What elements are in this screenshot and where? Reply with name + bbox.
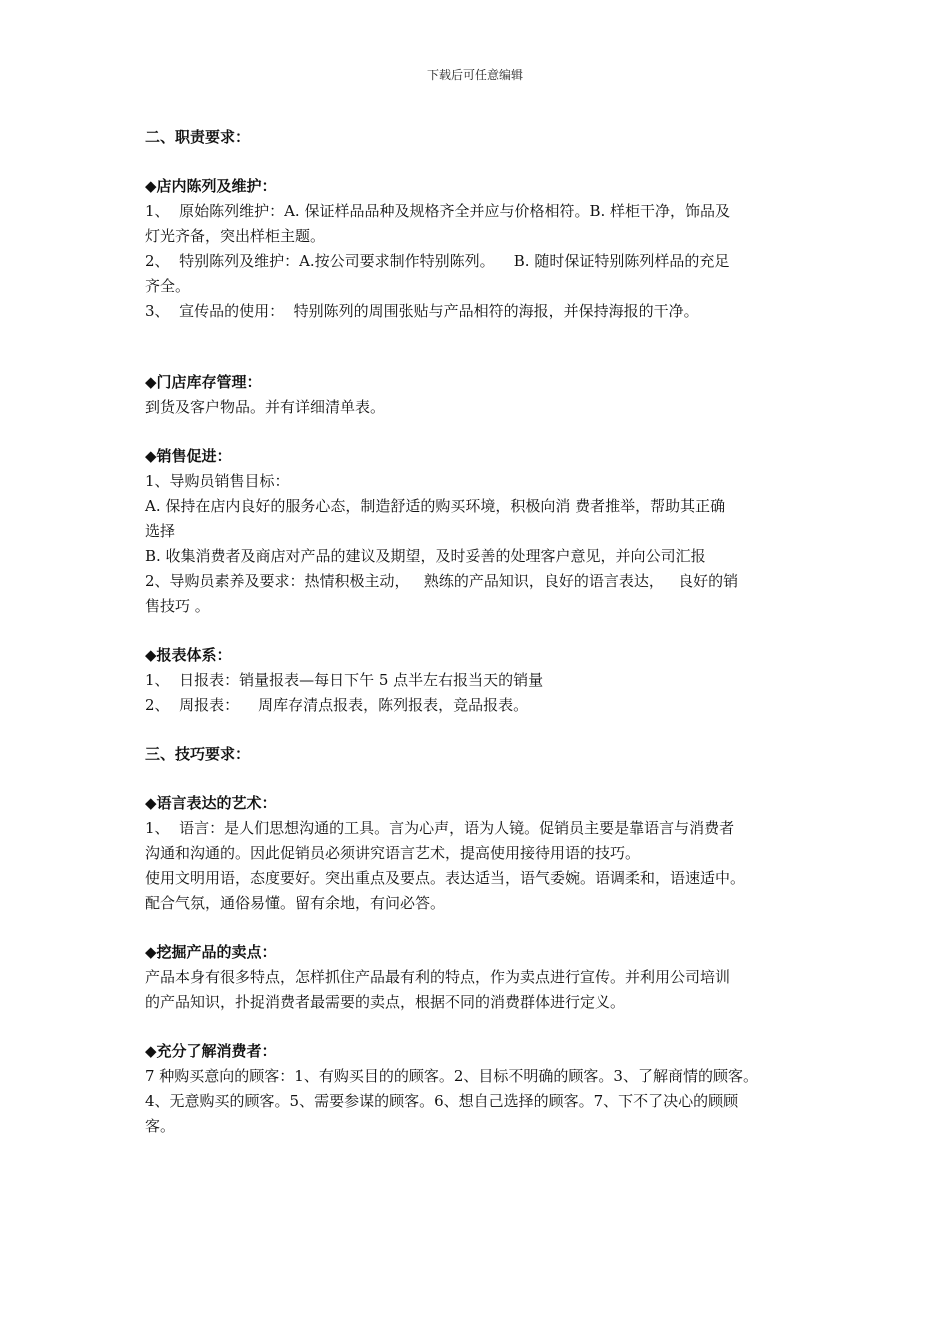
- paragraph-line: 1、 日报表：销量报表—每日下午 5 点半左右报当天的销量: [145, 671, 544, 689]
- paragraph-line: 2、导购员素养及要求：热情积极主动， 熟练的产品知识，良好的语言表达， 良好的销: [145, 572, 739, 590]
- section-title-responsibilities: 二、职责要求：: [145, 128, 251, 146]
- paragraph-line: 2、 特别陈列及维护：A.按公司要求制作特别陈列。 B. 随时保证特别陈列样品的充足: [145, 252, 730, 270]
- paragraph-line: 配合气氛，通俗易懂。留有余地，有问必答。: [145, 894, 446, 912]
- paragraph-line: 1、导购员销售目标：: [145, 472, 290, 490]
- section-title-skills: 三、技巧要求：: [145, 745, 251, 763]
- subsection-title-inventory: ◆门店库存管理：: [145, 373, 262, 391]
- paragraph-line: A. 保持在店内良好的服务心态，制造舒适的购买环境，积极向消 费者推举，帮助其正确: [145, 497, 726, 515]
- subsection-title-selling-points: ◆挖掘产品的卖点：: [145, 943, 277, 961]
- page-header: 下载后可任意编辑: [426, 68, 523, 82]
- paragraph-line: 3、 宣传品的使用： 特别陈列的周围张贴与产品相符的海报，并保持海报的干净。: [145, 302, 699, 320]
- subsection-title-language: ◆语言表达的艺术：: [145, 794, 277, 812]
- paragraph-line: 4、无意购买的顾客。5、需要参谋的顾客。6、想自己选择的顾客。7、下不了决心的顾顾: [145, 1092, 739, 1110]
- paragraph-line: 产品本身有很多特点，怎样抓住产品最有利的特点，作为卖点进行宣传。并利用公司培训: [145, 968, 731, 986]
- subsection-title-reports: ◆报表体系：: [145, 646, 232, 664]
- paragraph-line: 2、 周报表： 周库存清点报表，陈列报表，竞品报表。: [145, 696, 529, 714]
- paragraph-line: 1、 语言：是人们思想沟通的工具。言为心声，语为人镜。促销员主要是靠语言与消费者: [145, 819, 735, 837]
- paragraph-line: 售技巧 。: [145, 597, 210, 615]
- subsection-title-sales: ◆销售促进：: [145, 447, 232, 465]
- paragraph-line: 7 种购买意向的顾客：1、有购买目的的顾客。2、目标不明确的顾客。3、了解商情的顾客。: [145, 1067, 758, 1085]
- paragraph-line: 使用文明用语，态度要好。突出重点及要点。表达适当，语气委婉。语调柔和，语速适中。: [145, 869, 746, 887]
- subsection-title-consumers: ◆充分了解消费者：: [145, 1042, 277, 1060]
- paragraph-line: 到货及客户物品。并有详细清单表。: [145, 398, 386, 416]
- document-body: [145, 125, 835, 1139]
- paragraph-line: 选择: [145, 522, 176, 540]
- paragraph-line: 齐全。: [145, 277, 191, 295]
- paragraph-line: 1、 原始陈列维护：A. 保证样品品种及规格齐全并应与价格相符。B. 样柜干净，饰品及: [145, 202, 731, 220]
- paragraph-line: 客。: [145, 1117, 176, 1135]
- paragraph-line: 的产品知识，扑捉消费者最需要的卖点，根据不同的消费群体进行定义。: [145, 993, 626, 1011]
- paragraph-line: 沟通和沟通的。因此促销员必须讲究语言艺术，提高使用接待用语的技巧。: [145, 844, 641, 862]
- paragraph-line: B. 收集消费者及商店对产品的建议及期望，及时妥善的处理客户意见，并向公司汇报: [145, 547, 706, 565]
- subsection-title-display: ◆店内陈列及维护：: [145, 177, 277, 195]
- paragraph-line: 灯光齐备，突出样柜主题。: [145, 227, 326, 245]
